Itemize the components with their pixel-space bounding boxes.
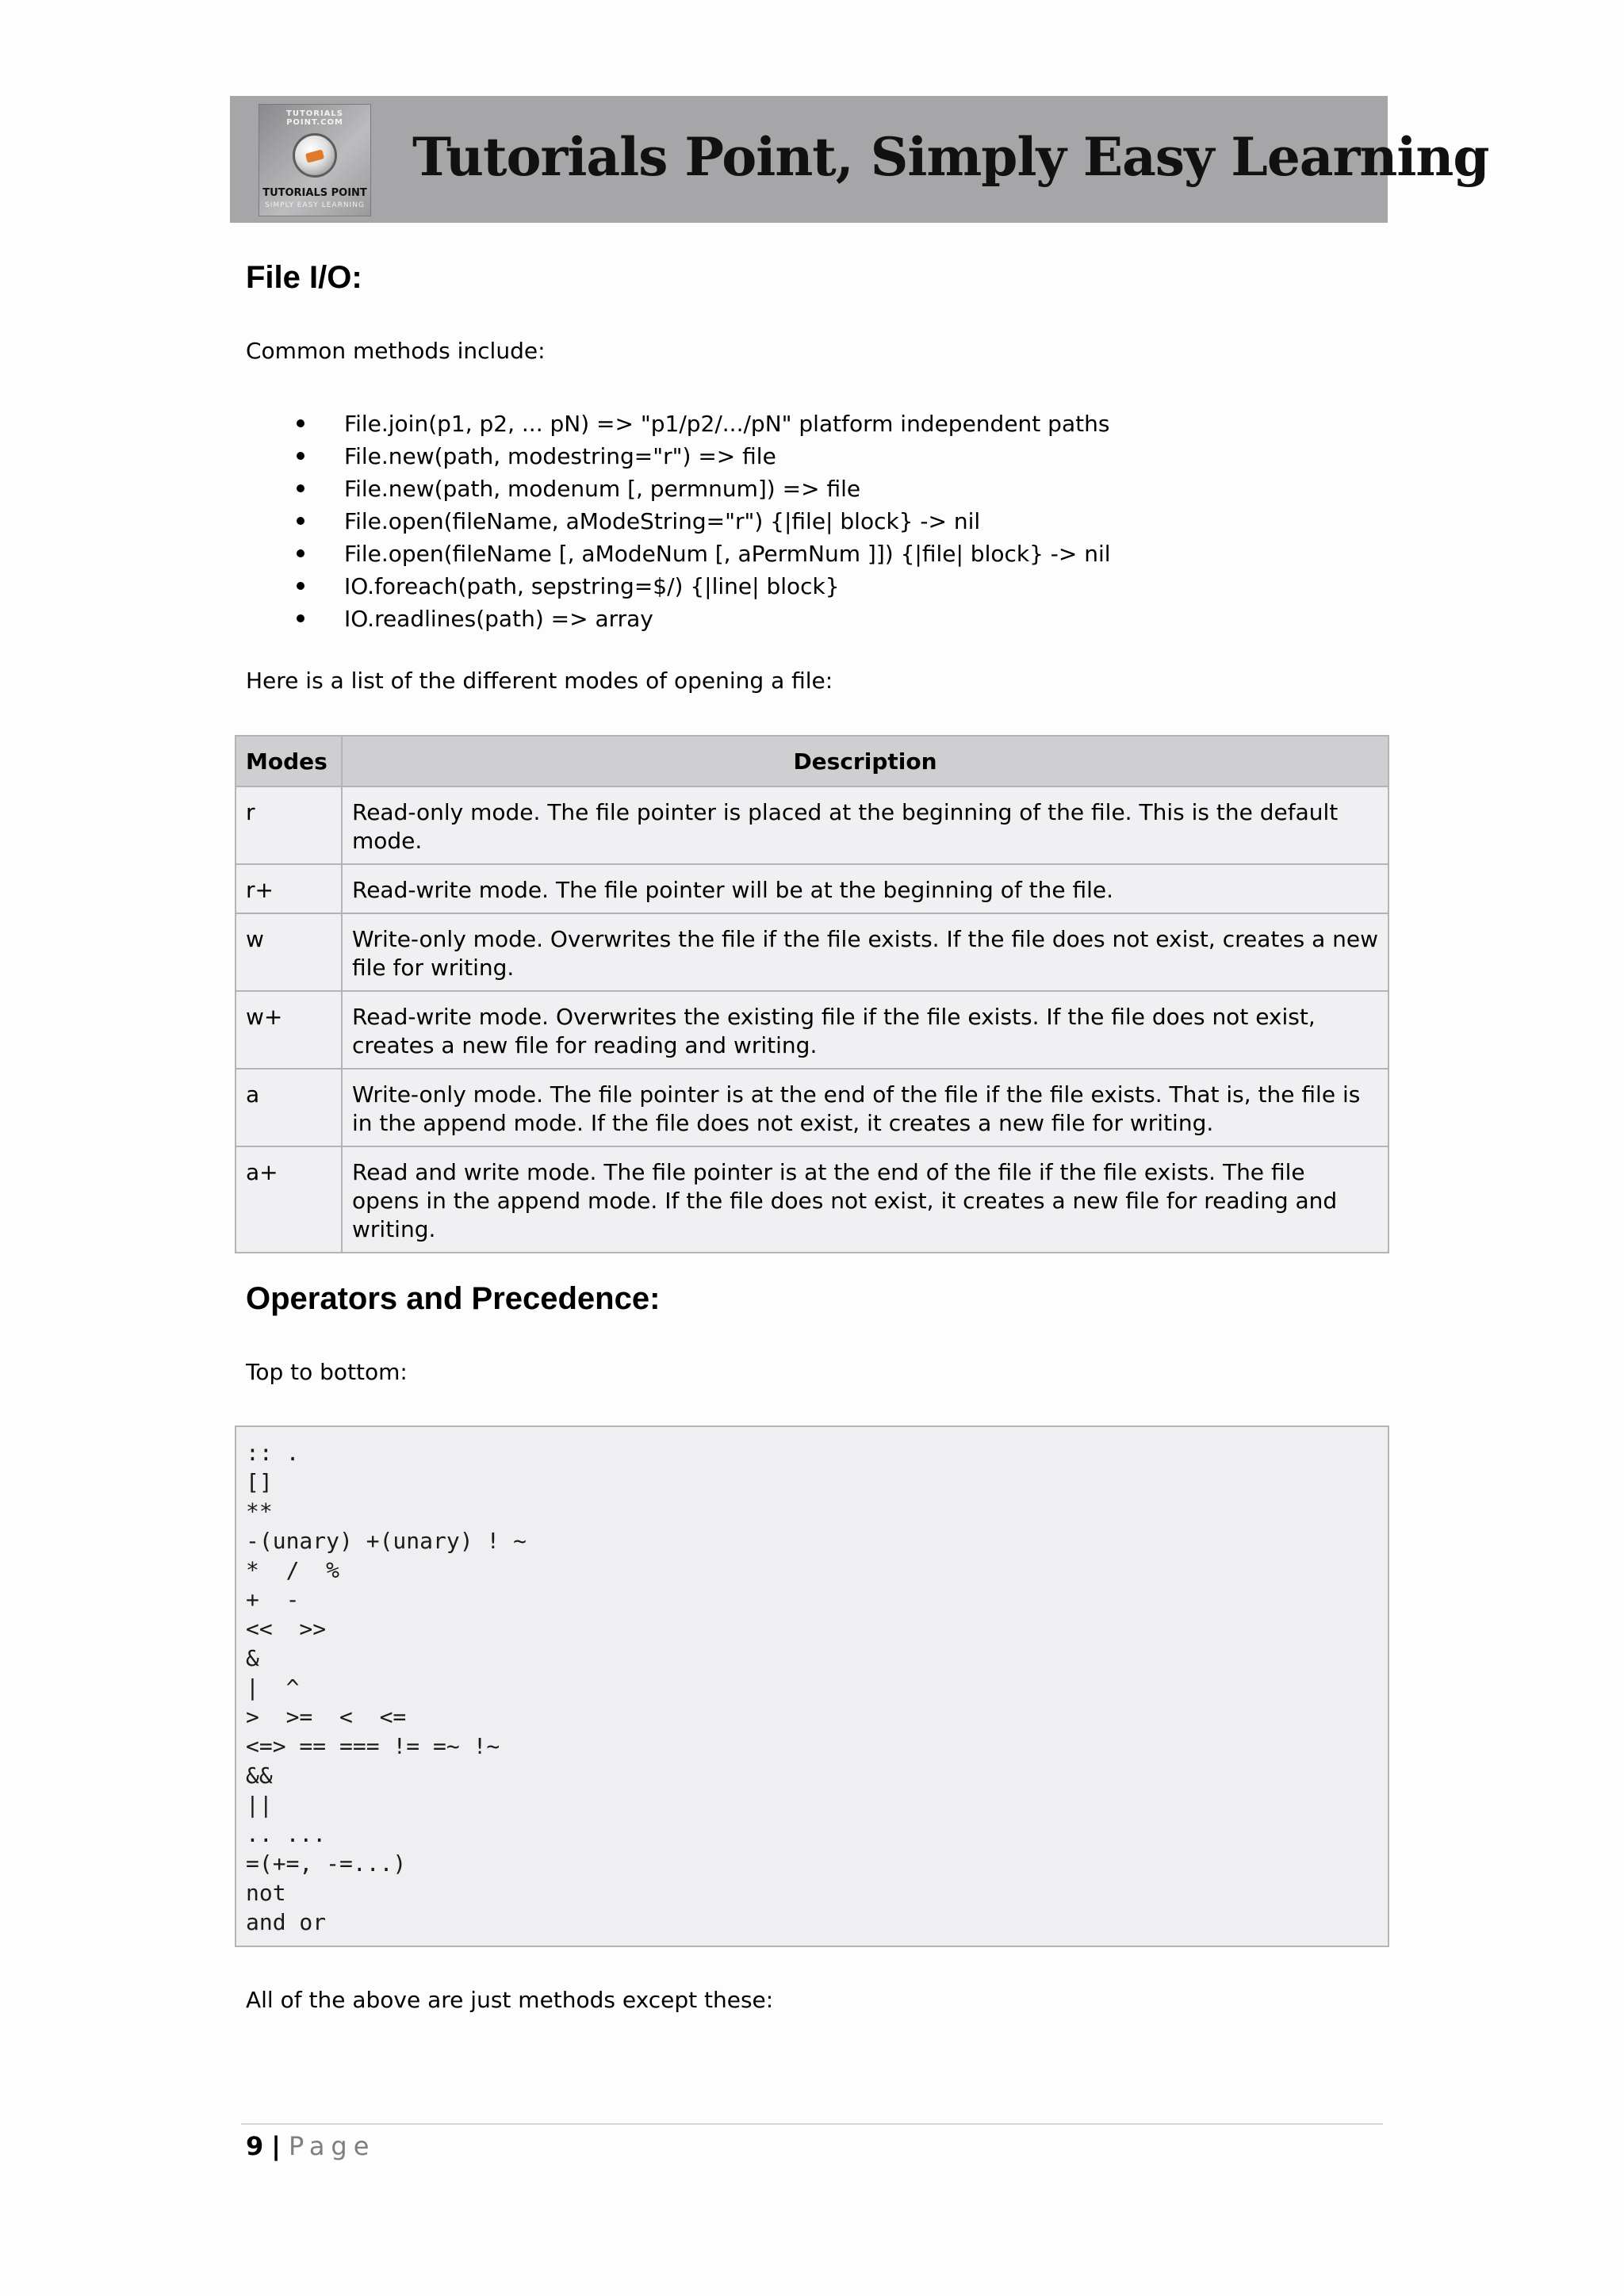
code-line: -(unary) +(unary) ! ~ <box>246 1528 527 1554</box>
column-header-description: Description <box>342 736 1388 786</box>
table-header-row <box>236 736 1388 786</box>
list-item: File.new(path, modestring="r") => file <box>246 440 1111 473</box>
table-row <box>236 991 1388 1069</box>
code-line: :: . <box>246 1440 300 1466</box>
mode-cell: r+ <box>236 864 342 913</box>
description-cell: Read-write mode. Overwrites the existing file if the file exists. If the file does not exist, creates a new file for reading and writing. <box>342 991 1388 1069</box>
list-item: File.open(fileName [, aModeNum [, aPermNum ]]) {|file| block} -> nil <box>246 538 1111 570</box>
logo-emblem-icon <box>293 133 337 178</box>
code-line: || <box>246 1792 273 1818</box>
table-row <box>236 864 1388 913</box>
page-footer <box>246 2131 375 2161</box>
footer-separator: | <box>271 2131 281 2161</box>
code-line: << >> <box>246 1616 327 1642</box>
code-line: <=> == === != =~ !~ <box>246 1733 500 1759</box>
section-heading-file-io: File I/O: <box>246 260 362 295</box>
description-cell: Read-write mode. The file pointer will be at the beginning of the file. <box>342 864 1388 913</box>
code-line: =(+=, -=...) <box>246 1850 407 1877</box>
code-line: * / % <box>246 1557 340 1583</box>
list-item: File.new(path, modenum [, permnum]) => file <box>246 473 1111 505</box>
modes-intro: Here is a list of the different modes of opening a file: <box>246 668 833 694</box>
mode-cell: r <box>236 786 342 864</box>
mode-cell: a+ <box>236 1146 342 1253</box>
code-line: and or <box>246 1909 327 1935</box>
file-modes-table <box>235 735 1389 1253</box>
logo-arc-text: TUTORIALS POINT.COM <box>286 109 343 127</box>
code-line: && <box>246 1762 273 1789</box>
page-label: Page <box>288 2131 376 2161</box>
page-header <box>230 96 1489 223</box>
logo-name: TUTORIALS POINT <box>262 187 367 199</box>
code-line: [] <box>246 1469 273 1495</box>
code-line: .. ... <box>246 1821 327 1847</box>
footer-divider <box>241 2123 1383 2125</box>
description-cell: Read-only mode. The file pointer is placed at the beginning of the file. This is the default mode. <box>342 786 1388 864</box>
tutorials-point-logo <box>259 104 371 216</box>
description-cell: Read and write mode. The file pointer is at the end of the file if the file exists. The file opens in the append mode. If the file does not exist, it creates a new file for reading and writing. <box>342 1146 1388 1253</box>
operators-outro: All of the above are just methods except these: <box>246 1987 774 2013</box>
header-title: Tutorials Point, Simply Easy Learning <box>412 126 1489 188</box>
file-io-intro: Common methods include: <box>246 338 546 364</box>
table-row <box>236 1146 1388 1253</box>
list-item: IO.foreach(path, sepstring=$/) {|line| block} <box>246 570 1111 603</box>
list-item: File.open(fileName, aModeString="r") {|file| block} -> nil <box>246 505 1111 538</box>
code-line: + - <box>246 1586 300 1613</box>
table-row <box>236 913 1388 991</box>
section-heading-operators: Operators and Precedence: <box>246 1281 661 1316</box>
list-item: File.join(p1, p2, ... pN) => "p1/p2/.../pN" platform independent paths <box>246 408 1111 440</box>
code-line: ** <box>246 1498 273 1525</box>
table-row <box>236 1069 1388 1146</box>
code-line: > >= < <= <box>246 1704 407 1730</box>
code-line: & <box>246 1645 259 1671</box>
mode-cell: w <box>236 913 342 991</box>
mode-cell: a <box>236 1069 342 1146</box>
description-cell: Write-only mode. The file pointer is at the end of the file if the file exists. That is, the file is in the append mode. If the file does not exist, it creates a new file for writing. <box>342 1069 1388 1146</box>
code-line: | ^ <box>246 1674 300 1701</box>
column-header-modes: Modes <box>236 736 342 786</box>
description-cell: Write-only mode. Overwrites the file if the file exists. If the file does not exist, creates a new file for writing. <box>342 913 1388 991</box>
list-item: IO.readlines(path) => array <box>246 603 1111 635</box>
precedence-code-block <box>235 1425 1389 1947</box>
table-row <box>236 786 1388 864</box>
methods-list <box>246 408 1111 635</box>
operators-intro: Top to bottom: <box>246 1359 408 1385</box>
page-number: 9 <box>246 2131 264 2161</box>
mode-cell: w+ <box>236 991 342 1069</box>
logo-tagline: SIMPLY EASY LEARNING <box>265 201 365 209</box>
code-line: not <box>246 1880 286 1906</box>
